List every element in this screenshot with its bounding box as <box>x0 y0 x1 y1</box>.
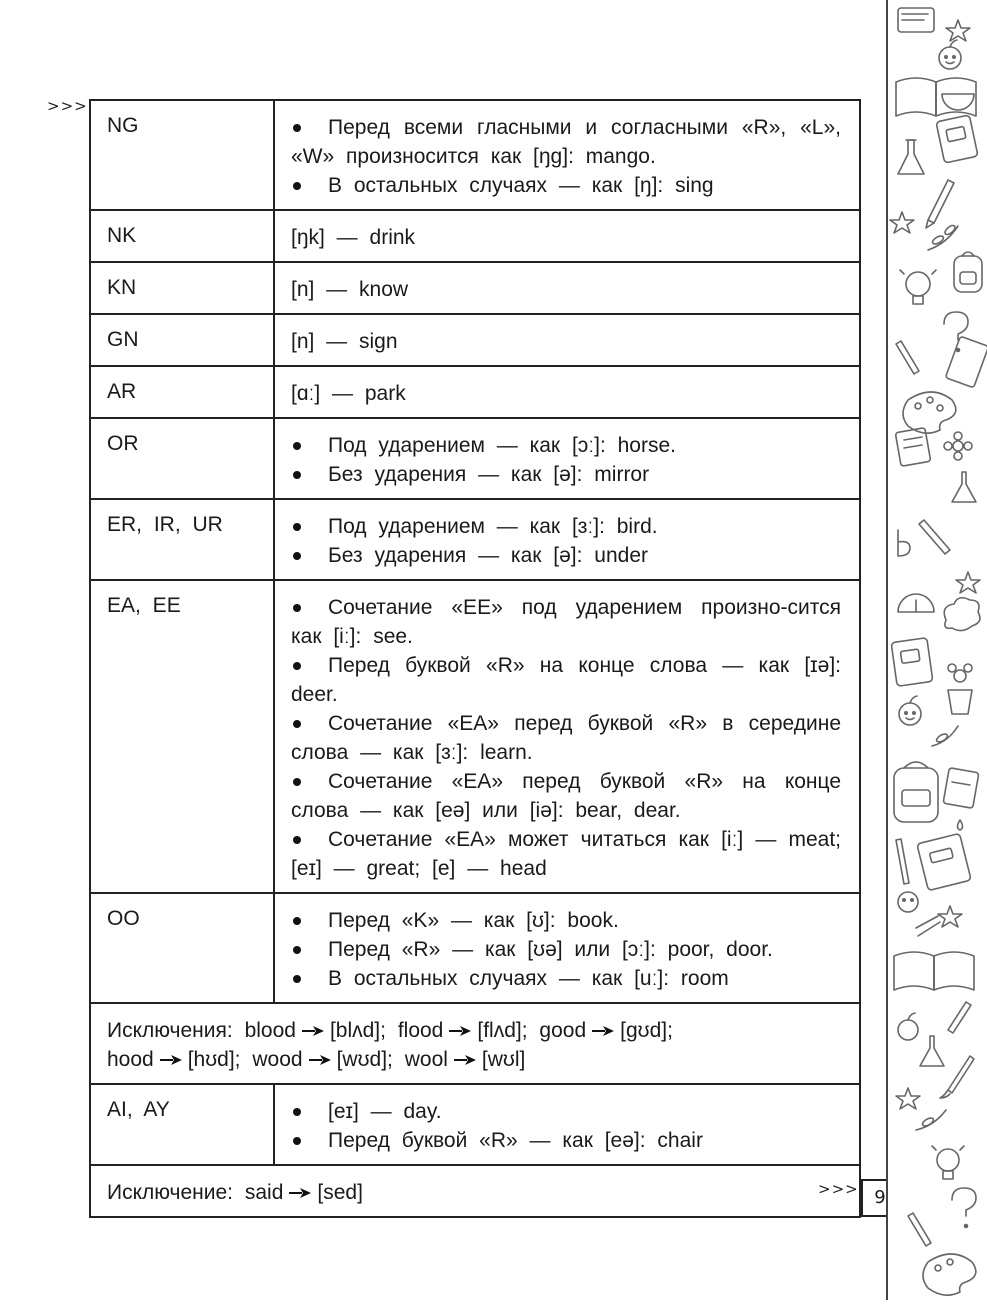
pronunciation-rules <box>274 1084 860 1165</box>
pronunciation-rule: [n] — know <box>274 262 860 314</box>
table-row <box>90 366 860 418</box>
pronunciation-rule: [ŋk] — drink <box>274 210 860 262</box>
section-marker-top: >>> <box>47 97 88 115</box>
pencil-icon <box>919 520 950 554</box>
star-icon <box>956 572 980 593</box>
open-book-icon <box>894 952 974 990</box>
letter-combination: AR <box>90 366 274 418</box>
palette-icon <box>903 392 956 433</box>
exception-transcription: [gʊd]; <box>620 1019 673 1042</box>
exception-word: flood <box>397 1019 444 1042</box>
letter-combination: ER, IR, UR <box>90 499 274 580</box>
letter-combination: EA, EE <box>90 580 274 893</box>
leaf-icon <box>928 224 958 250</box>
pronunciation-rules <box>274 418 860 499</box>
flask-icon <box>920 1036 944 1066</box>
protractor-icon <box>898 594 934 612</box>
pronunciation-rules <box>274 499 860 580</box>
book-icon <box>945 336 987 388</box>
section-marker-bottom: >>> <box>818 1180 859 1198</box>
doodle-border <box>886 0 987 1300</box>
rule-item: Под ударением — как [ɜː]: bird. <box>291 512 841 541</box>
notepad-icon <box>895 428 930 467</box>
rule-item: Перед «K» — как [ʊ]: book. <box>291 906 841 935</box>
pronunciation-rules <box>274 100 860 210</box>
table-row <box>90 210 860 262</box>
pronunciation-rule: [ɑː] — park <box>274 366 860 418</box>
flower-pot-icon <box>948 664 972 714</box>
rule-item: Перед «R» — как [ʊə] или [ɔː]: poor, door. <box>291 935 841 964</box>
letter-combination: KN <box>90 262 274 314</box>
flask-icon <box>952 472 976 502</box>
exception-word: good <box>539 1019 587 1042</box>
arrow-right-icon <box>309 1055 331 1065</box>
notebook-icon <box>891 638 933 687</box>
letter-icon <box>898 530 910 556</box>
rule-item: Сочетание «EE» под ударением произно-сится как [iː]: see. <box>291 593 841 651</box>
drop-icon <box>958 820 963 830</box>
book-icon <box>898 8 934 32</box>
backpack-icon <box>954 252 982 292</box>
table-row <box>90 262 860 314</box>
rule-item: Сочетание «EA» перед буквой «R» в середине слова — как [ɜː]: learn. <box>291 709 841 767</box>
rule-item: Перед всеми гласными и согласными «R», «L», «W» произносится как [ŋg]: mango. <box>291 113 841 171</box>
leaf-icon <box>932 726 958 746</box>
arrow-right-icon <box>454 1055 476 1065</box>
pronunciation-rules <box>274 893 860 1003</box>
exception-word: blood <box>244 1019 296 1042</box>
rule-item: В остальных случаях — как [uː]: room <box>291 964 841 993</box>
arrow-right-icon <box>289 1188 311 1198</box>
pronunciation-table <box>89 99 861 1218</box>
exception-cell <box>90 1165 860 1217</box>
table-row <box>90 499 860 580</box>
exceptions-cell <box>90 1003 860 1084</box>
arrow-right-icon <box>302 1026 324 1036</box>
arrow-right-icon <box>160 1055 182 1065</box>
page-number: 9 <box>861 1179 899 1217</box>
exception-label: Исключение: <box>107 1181 234 1204</box>
rule-item: Сочетание «EA» перед буквой «R» на конце слова — как [eə] или [iə]: bear, dear. <box>291 767 841 825</box>
rule-item: [eɪ] — day. <box>291 1097 841 1126</box>
shooting-star-icon <box>916 906 962 936</box>
letter-combination: NG <box>90 100 274 210</box>
exception-word: said <box>244 1181 284 1204</box>
star-icon <box>946 20 970 41</box>
backpack-icon <box>894 762 938 822</box>
pencil-icon <box>896 341 919 374</box>
table-row <box>90 580 860 893</box>
pencil-icon <box>896 839 909 884</box>
rule-item: В остальных случаях — как [ŋ]: sing <box>291 171 841 200</box>
exception-transcription: [hʊd]; <box>187 1048 241 1071</box>
letter-combination: OR <box>90 418 274 499</box>
star-icon <box>896 1088 920 1109</box>
lightbulb-icon <box>900 270 936 304</box>
exceptions-label: Исключения: <box>107 1019 233 1042</box>
exception-transcription: [sed] <box>317 1181 363 1204</box>
arrow-right-icon <box>449 1026 471 1036</box>
leaf-icon <box>916 1110 946 1130</box>
cloud-icon <box>944 598 980 631</box>
rule-item: Перед буквой «R» на конце слова — как [ɪə]: deer. <box>291 651 841 709</box>
rule-item: Без ударения — как [ə]: under <box>291 541 841 570</box>
table-row <box>90 418 860 499</box>
table-row <box>90 1165 860 1217</box>
pencil-icon <box>908 1213 931 1246</box>
exception-transcription: [wʊl] <box>481 1048 526 1071</box>
letter-combination: NK <box>90 210 274 262</box>
letter-combination: AI, AY <box>90 1084 274 1165</box>
rule-item: Без ударения — как [ə]: mirror <box>291 460 841 489</box>
rule-item: Сочетание «EA» может читаться как [iː] — meat; [eɪ] — great; [e] — head <box>291 825 841 883</box>
apple-icon <box>898 1013 918 1040</box>
exception-transcription: [wʊd]; <box>336 1048 393 1071</box>
smiley-icon <box>898 892 918 912</box>
exception-word: wood <box>252 1048 303 1071</box>
rule-item: Перед буквой «R» — как [eə]: chair <box>291 1126 841 1155</box>
flask-icon <box>898 140 924 174</box>
arrow-right-icon <box>592 1026 614 1036</box>
table-row <box>90 1003 860 1084</box>
letter-combination: GN <box>90 314 274 366</box>
letter-combination: OO <box>90 893 274 1003</box>
table-row <box>90 314 860 366</box>
table-row <box>90 100 860 210</box>
exception-transcription: [blʌd]; <box>329 1019 386 1042</box>
brush-icon <box>940 1056 974 1098</box>
palette-icon <box>923 1254 976 1295</box>
table-row <box>90 893 860 1003</box>
book-icon <box>917 833 971 890</box>
question-mark-icon <box>952 1188 976 1228</box>
lightbulb-icon <box>932 1146 964 1179</box>
exception-word: wool <box>404 1048 448 1071</box>
pencil-icon <box>948 1002 971 1033</box>
apple-icon <box>939 40 961 69</box>
table-row <box>90 1084 860 1165</box>
pencil-icon <box>926 180 954 228</box>
exception-transcription: [flʌd]; <box>477 1019 528 1042</box>
question-mark-icon <box>944 312 968 352</box>
open-book-icon <box>896 78 976 116</box>
pronunciation-rules <box>274 580 860 893</box>
rule-item: Под ударением — как [ɔː]: horse. <box>291 431 841 460</box>
pronunciation-rule: [n] — sign <box>274 314 860 366</box>
flower-icon <box>944 432 972 460</box>
protractor-icon <box>942 94 974 110</box>
star-icon <box>890 212 914 233</box>
notepad-icon <box>943 768 979 809</box>
notebook-icon <box>936 115 978 163</box>
apple-icon <box>899 696 921 725</box>
exception-word: hood <box>107 1048 154 1071</box>
